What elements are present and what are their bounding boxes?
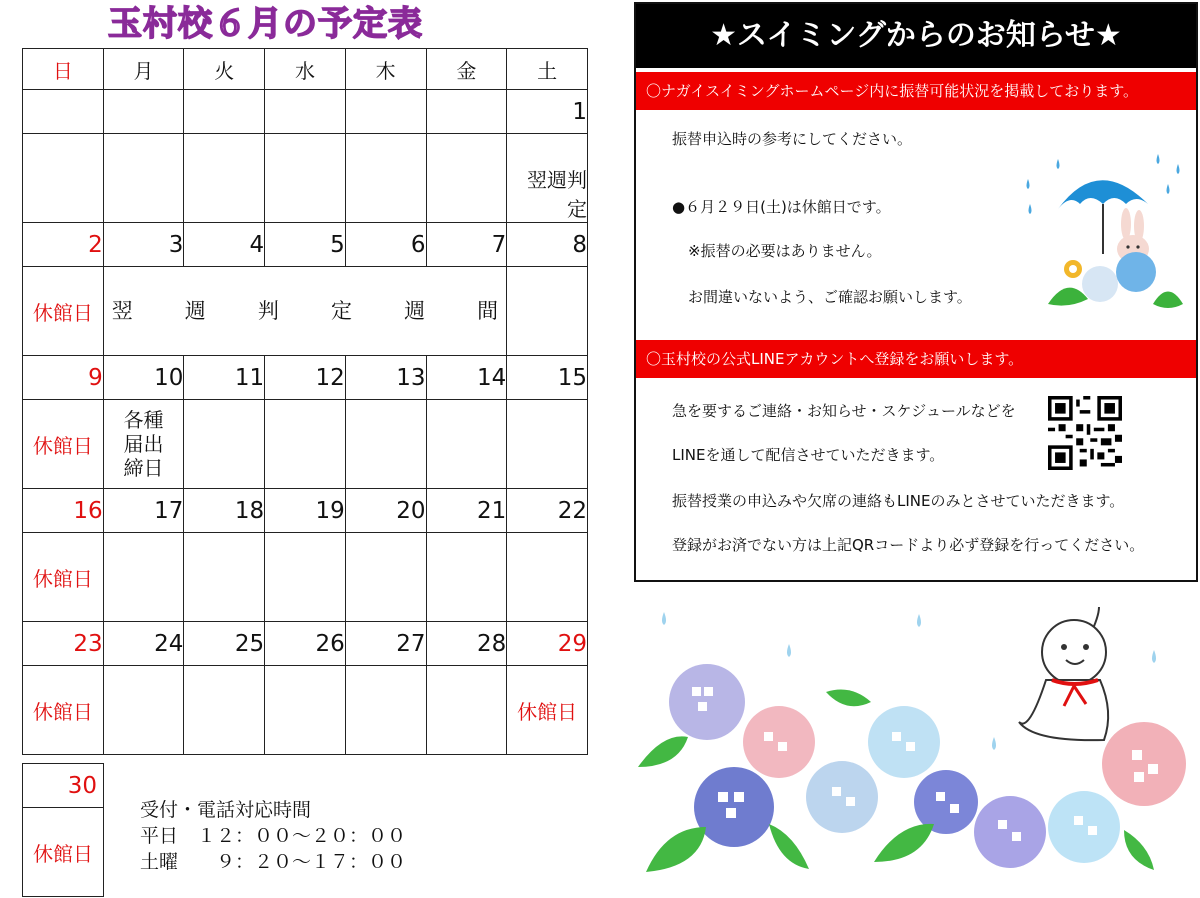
note-cell bbox=[265, 134, 346, 223]
note-cell bbox=[103, 666, 184, 755]
notice-bar-line: 〇玉村校の公式LINEアカウントへ登録をお願いします。 bbox=[636, 340, 1196, 378]
date-cell: 10 bbox=[103, 356, 184, 400]
week-3-notes bbox=[23, 400, 588, 489]
closed-day-label: 休館日 bbox=[23, 400, 104, 489]
date-cell: 24 bbox=[103, 622, 184, 666]
date-cell bbox=[103, 90, 184, 134]
note-cell bbox=[184, 400, 265, 489]
closed-day-label: 休館日 bbox=[23, 808, 104, 897]
note-cell bbox=[184, 533, 265, 622]
note-cell bbox=[426, 533, 507, 622]
note-cell bbox=[507, 533, 588, 622]
judge-week-span bbox=[103, 267, 507, 356]
date-cell: 25 bbox=[184, 622, 265, 666]
date-cell: 14 bbox=[426, 356, 507, 400]
note-cell bbox=[345, 400, 426, 489]
date-cell bbox=[426, 90, 507, 134]
note-cell bbox=[265, 533, 346, 622]
date-cell: 12 bbox=[265, 356, 346, 400]
closed-day-label: 休館日 bbox=[507, 666, 588, 755]
date-cell: 5 bbox=[265, 223, 346, 267]
note-cell bbox=[184, 666, 265, 755]
notice-line: LINEを通して配信させていただきます。 bbox=[672, 446, 945, 464]
date-cell: 3 bbox=[103, 223, 184, 267]
date-cell bbox=[345, 90, 426, 134]
note-cell bbox=[426, 666, 507, 755]
notice-line: 登録がお済でない方は上記QRコードより必ず登録を行ってください。 bbox=[672, 536, 1145, 554]
date-cell: 27 bbox=[345, 622, 426, 666]
note-cell bbox=[426, 134, 507, 223]
notice-line: お間違いないよう、ご確認お願いします。 bbox=[688, 288, 972, 306]
date-cell: 17 bbox=[103, 489, 184, 533]
week-2-dates bbox=[23, 223, 588, 267]
date-cell: 23 bbox=[23, 622, 104, 666]
closed-day-label: 休館日 bbox=[23, 533, 104, 622]
notice-line: 振替授業の申込みや欠席の連絡もLINEのみとさせていただきます。 bbox=[672, 492, 1125, 510]
judge-char: 間 bbox=[477, 299, 499, 323]
notice-line: ●６月２９日(土)は休館日です。 bbox=[672, 198, 891, 216]
week-1-notes bbox=[23, 134, 588, 223]
date-cell: 29 bbox=[507, 622, 588, 666]
page-title: 玉村校６月の予定表 bbox=[108, 4, 423, 44]
date-cell: 6 bbox=[345, 223, 426, 267]
date-cell: 11 bbox=[184, 356, 265, 400]
note-cell bbox=[265, 666, 346, 755]
date-cell: 30 bbox=[23, 764, 104, 808]
last-week-grid bbox=[22, 763, 104, 897]
date-cell: 20 bbox=[345, 489, 426, 533]
week-5-dates bbox=[23, 622, 588, 666]
date-cell: 28 bbox=[426, 622, 507, 666]
note-cell bbox=[507, 267, 588, 356]
week-5-notes bbox=[23, 666, 588, 755]
office-hours bbox=[140, 797, 406, 875]
date-cell bbox=[23, 90, 104, 134]
note-cell bbox=[184, 134, 265, 223]
weekday-sun: 日 bbox=[23, 49, 104, 90]
notice-line: ※振替の必要はありません。 bbox=[688, 242, 882, 260]
week-1-dates bbox=[23, 90, 588, 134]
weekday-header-row bbox=[23, 49, 588, 90]
weekday-thu: 木 bbox=[345, 49, 426, 90]
date-cell: 4 bbox=[184, 223, 265, 267]
note-cell bbox=[103, 134, 184, 223]
date-cell: 15 bbox=[507, 356, 588, 400]
notice-heading: ★スイミングからのお知らせ★ bbox=[636, 4, 1196, 68]
note-cell bbox=[507, 400, 588, 489]
note-cell bbox=[426, 400, 507, 489]
week-4-notes bbox=[23, 533, 588, 622]
week-3-dates bbox=[23, 356, 588, 400]
hours-weekday: 平日 １２：００～２０：００ bbox=[140, 825, 407, 847]
judge-char: 週 bbox=[404, 299, 426, 323]
note-cell bbox=[345, 134, 426, 223]
date-cell: 2 bbox=[23, 223, 104, 267]
closed-day-label: 休館日 bbox=[23, 267, 104, 356]
closed-day-label: 休館日 bbox=[23, 666, 104, 755]
notice-bar-website: 〇ナガイスイミングホームページ内に振替可能状況を掲載しております。 bbox=[636, 72, 1196, 110]
teru-teru-bozu-hydrangea-illustration bbox=[634, 592, 1200, 898]
note-cell bbox=[345, 533, 426, 622]
date-cell: 16 bbox=[23, 489, 104, 533]
note-cell bbox=[23, 134, 104, 223]
deadline-note: 各種 届出 締日 bbox=[103, 400, 184, 489]
note-cell bbox=[345, 666, 426, 755]
last-week bbox=[22, 763, 104, 897]
calendar-grid bbox=[22, 48, 588, 755]
date-cell: 22 bbox=[507, 489, 588, 533]
weekday-wed: 水 bbox=[265, 49, 346, 90]
week-4-dates bbox=[23, 489, 588, 533]
note-cell bbox=[103, 533, 184, 622]
date-cell: 8 bbox=[507, 223, 588, 267]
date-cell: 19 bbox=[265, 489, 346, 533]
weekday-mon: 月 bbox=[103, 49, 184, 90]
date-cell: 9 bbox=[23, 356, 104, 400]
date-cell: 13 bbox=[345, 356, 426, 400]
judge-week-label bbox=[104, 295, 507, 325]
judge-char: 判 bbox=[257, 299, 279, 323]
note-cell bbox=[265, 400, 346, 489]
judge-char: 定 bbox=[330, 299, 352, 323]
hours-saturday: 土曜 ９：２０～１７：００ bbox=[140, 851, 407, 873]
notice-line: 振替申込時の参考にしてください。 bbox=[672, 130, 913, 148]
swimming-notice-panel bbox=[634, 2, 1198, 582]
qr-code-icon[interactable] bbox=[1048, 396, 1122, 470]
judge-char: 翌 bbox=[111, 299, 133, 323]
umbrella-rabbit-illustration bbox=[1018, 154, 1188, 314]
judge-char: 週 bbox=[184, 299, 206, 323]
next-week-judge-note: 翌週判定 bbox=[507, 134, 588, 223]
date-cell: 18 bbox=[184, 489, 265, 533]
weekday-sat: 土 bbox=[507, 49, 588, 90]
weekday-tue: 火 bbox=[184, 49, 265, 90]
date-cell bbox=[265, 90, 346, 134]
notice-line: 急を要するご連絡・お知らせ・スケジュールなどを bbox=[672, 402, 1016, 420]
date-cell: 7 bbox=[426, 223, 507, 267]
week-2-notes bbox=[23, 267, 588, 356]
hours-label: 受付・電話対応時間 bbox=[140, 799, 312, 821]
calendar bbox=[22, 48, 588, 755]
date-cell: 26 bbox=[265, 622, 346, 666]
date-cell: 1 bbox=[507, 90, 588, 134]
date-cell: 21 bbox=[426, 489, 507, 533]
weekday-fri: 金 bbox=[426, 49, 507, 90]
date-cell bbox=[184, 90, 265, 134]
